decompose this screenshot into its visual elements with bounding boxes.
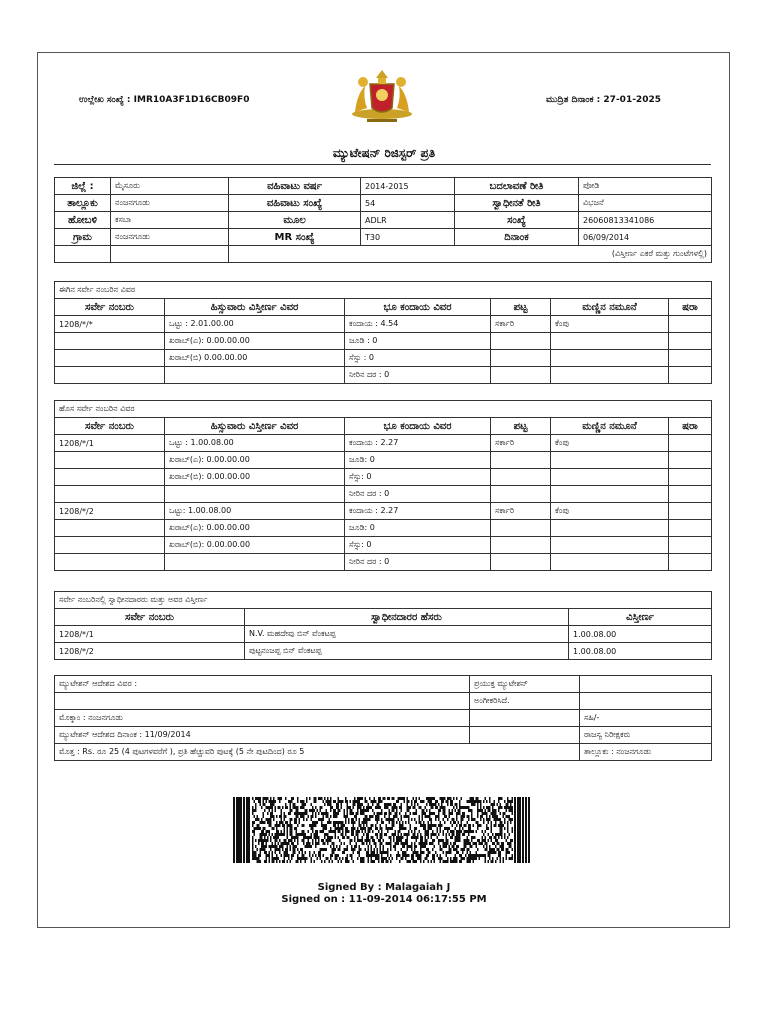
table-cell: 1208/*/* [55,316,165,333]
table-row [55,229,712,246]
column-header: ಸ್ವಾಧೀನದಾರರ ಹೆಸರು [245,609,569,626]
table-cell: ಕಂದಾಯ : 2.27 [345,503,491,520]
label-taluk: ತಾಲ್ಲೂಕು [55,195,111,212]
table-cell [55,367,165,384]
new-survey-caption: ಹೊಸ ಸರ್ವೇ ನಂಬರಿನ ವಿವರ [55,401,712,418]
table-cell: ನೀರಿನ ದರ : 0 [345,367,491,384]
column-header: ಷರಾ [669,418,712,435]
label-village: ಗ್ರಾಮ [55,229,111,246]
value-mr-number: T30 [361,229,455,246]
label-possession-type: ಸ್ವಾಧೀನತೆ ರೀತಿ [455,195,579,212]
owners-caption: ಸರ್ವೇ ನಂಬರಿನಲ್ಲಿ ಸ್ವಾಧೀನದಾರರು ಮತ್ತು ಅವರ ವಿಸ್ತೀರ್ಣ [55,592,712,609]
table-row [55,178,712,195]
table-cell [669,350,712,367]
table-cell [669,435,712,452]
table-cell [669,503,712,520]
table-cell [669,316,712,333]
table-cell [551,469,669,486]
table-cell [55,520,165,537]
mutation-order-table [54,675,712,761]
table-row [55,350,712,367]
value-hobli: ಕಸಬಾ [111,212,229,229]
table-cell [491,350,551,367]
table-row [55,676,712,693]
table-caption-row [55,401,712,418]
title-divider [54,164,711,165]
table-cell: ಖರಾಬ್(ಬಿ): 0.00.00.00 [165,469,345,486]
signature-text: ಸಹಿ/- [580,710,712,727]
table-header-row [55,299,712,316]
value-taluk: ನಂಜನಗೂಡು [111,195,229,212]
table-cell: ಸರ್ಕಾರಿ [491,435,551,452]
table-cell [669,452,712,469]
table-row [55,469,712,486]
table-cell [165,367,345,384]
table-cell [491,554,551,571]
table-row [55,643,712,660]
value-date: 06/09/2014 [579,229,712,246]
table-cell: ಕಂದಾಯ : 4.54 [345,316,491,333]
print-date: ಮುದ್ರಿತ ದಿನಾಂಕ : 27-01-2025 [545,95,661,105]
signed-by: Signed By : Malagaiah J [317,882,451,893]
table-cell [551,486,669,503]
certified-text-2: ಅಂಗೀಕರಿಸಿದೆ. [470,693,580,710]
value-transaction-number: 54 [361,195,455,212]
table-cell [669,554,712,571]
label-transaction-number: ವಹಿವಾಟು ಸಂಖ್ಯೆ [229,195,361,212]
table-cell: ಕಂದಾಯ : 2.27 [345,435,491,452]
label-district: ಜಿಲ್ಲೆ : [55,178,111,195]
pdf417-barcode-icon [233,797,531,863]
new-survey-table [54,400,712,571]
table-cell [55,469,165,486]
table-cell: ಸರ್ಕಾರಿ [491,503,551,520]
table-cell: ಖರಾಬ್(ಎ): 0.00.00.00 [165,520,345,537]
table-cell [491,537,551,554]
table-cell: ಖರಾಬ್(ಎ): 0.00.00.00 [165,333,345,350]
owners-body [55,626,712,660]
table-cell: ಜೂಡಿ: 0 [345,520,491,537]
table-cell: ಜೂಡಿ : 0 [345,333,491,350]
info-table [54,177,712,263]
table-cell [165,554,345,571]
table-cell [551,452,669,469]
table-cell [669,520,712,537]
column-header: ಭೂ ಕಂದಾಯ ವಿವರ [345,299,491,316]
table-cell [55,452,165,469]
value-transaction-year: 2014-2015 [361,178,455,195]
table-cell: 1208/*/1 [55,435,165,452]
area-unit-note: (ವಿಸ್ತೀರ್ಣ ಎಕರೆ ಮತ್ತು ಗುಂಟೆಗಳಲ್ಲಿ) [229,246,712,263]
table-cell: ನೀರಿನ ದರ : 0 [345,486,491,503]
table-cell [669,367,712,384]
table-cell: ಸೆಸ್ಸು: 0 [345,469,491,486]
column-header: ಸರ್ವೇ ನಂಬರು [55,299,165,316]
table-cell: ಒಟ್ಟು : 1.00.08.00 [165,435,345,452]
new-survey-body [55,435,712,571]
table-row [55,503,712,520]
table-row [55,195,712,212]
table-cell [491,520,551,537]
value-change-type: ಪೋಡಿ [579,178,712,195]
table-row [55,520,712,537]
table-cell: N.V. ಮಹದೇವು ಬಿನ್ ವೆಂಕಟಪ್ಪ [245,626,569,643]
table-cell [165,486,345,503]
table-header-row [55,609,712,626]
table-caption-row [55,592,712,609]
table-row [55,435,712,452]
table-row [55,486,712,503]
label-date: ದಿನಾಂಕ [455,229,579,246]
table-cell: ಸೆಸ್ಸು : 0 [345,350,491,367]
table-cell: 1.00.08.00 [569,626,712,643]
table-cell [551,333,669,350]
old-survey-body [55,316,712,384]
column-header: ಭೂ ಕಂದಾಯ ವಿವರ [345,418,491,435]
table-cell [491,486,551,503]
table-cell: 1208/*/2 [55,643,245,660]
table-cell [491,333,551,350]
table-cell [551,350,669,367]
table-cell: ಒಟ್ಟು : 2.01.00.00 [165,316,345,333]
value-village: ನಂಜನಗೂಡು [111,229,229,246]
table-caption-row [55,282,712,299]
camp-location: ಮೊಕ್ಕಾಂ : ನಂಜನಗೂಡು [55,710,470,727]
table-row [55,537,712,554]
table-row [55,316,712,333]
table-cell: ಜೂಡಿ: 0 [345,452,491,469]
table-cell: ಒಟ್ಟು: 1.00.08.00 [165,503,345,520]
table-row [55,246,712,263]
table-row [55,626,712,643]
table-row [55,744,712,761]
signed-on: Signed on : 11-09-2014 06:17:55 PM [281,894,487,905]
table-cell [551,520,669,537]
table-cell [55,486,165,503]
column-header: ಸರ್ವೇ ನಂಬರು [55,609,245,626]
column-header: ಹಿಸ್ಸುವಾರು ವಿಸ್ತೀರ್ಣ ವಿವರ [165,299,345,316]
table-cell [491,469,551,486]
table-cell [669,537,712,554]
owners-table [54,591,712,660]
column-header: ಪಟ್ಟ [491,418,551,435]
value-possession-type: ವಿಭಜನೆ [579,195,712,212]
state-emblem-icon [347,64,417,126]
table-cell: 1.00.08.00 [569,643,712,660]
label-change-type: ಬದಲಾವಣೆ ರೀತಿ [455,178,579,195]
table-row [55,710,712,727]
document-title: ಮ್ಯುಟೇಷನ್ ರಿಜಿಸ್ಟರ್ ಪ್ರತಿ [332,146,436,160]
table-cell [55,350,165,367]
table-cell: ಕೆಂಪು [551,316,669,333]
value-district: ಮೈಸೂರು [111,178,229,195]
label-mr-number: MR ಸಂಖ್ಯೆ [229,229,361,246]
column-header: ಸರ್ವೇ ನಂಬರು [55,418,165,435]
table-row [55,333,712,350]
table-row [55,693,712,710]
column-header: ಮಣ್ಣಿನ ನಮೂನೆ [551,299,669,316]
table-cell: 1208/*/2 [55,503,165,520]
taluk-note: ತಾಲ್ಲೂಕು : ನಂಜನಗೂಡು [580,744,712,761]
table-cell: ಖರಾಬ್(ಎ): 0.00.00.00 [165,452,345,469]
table-cell: 1208/*/1 [55,626,245,643]
label-number: ಸಂಖ್ಯೆ [455,212,579,229]
column-header: ಹಿಸ್ಸುವಾರು ವಿಸ್ತೀರ್ಣ ವಿವರ [165,418,345,435]
table-cell [669,486,712,503]
table-row [55,212,712,229]
value-number: 26060813341086 [579,212,712,229]
label-hobli: ಹೋಬಳಿ [55,212,111,229]
order-details-label: ಮ್ಯುಟೇಶನ್ ಆದೇಶದ ವಿವರ : [55,676,470,693]
column-header: ಮಣ್ಣಿನ ನಮೂನೆ [551,418,669,435]
old-survey-table [54,281,712,384]
table-cell [491,367,551,384]
table-cell: ನೀರಿನ ದರ : 0 [345,554,491,571]
column-header: ವಿಸ್ತೀರ್ಣ [569,609,712,626]
old-survey-caption: ಈಗಿನ ಸರ್ವೇ ನಂಬರಿನ ವಿವರ [55,282,712,299]
table-row [55,554,712,571]
certified-text-1: ಪ್ರಯುಕ್ತ ಮ್ಯುಟೇಶನ್ [470,676,580,693]
table-cell: ಖರಾಬ್(ಬಿ): 0.00.00.00 [165,537,345,554]
table-cell [55,537,165,554]
table-cell [669,333,712,350]
table-cell [55,333,165,350]
column-header: ಪಟ್ಟ [491,299,551,316]
column-header: ಷರಾ [669,299,712,316]
table-cell [551,537,669,554]
table-row [55,727,712,744]
table-cell [551,554,669,571]
label-source: ಮೂಲ [229,212,361,229]
table-cell: ಕೆಂಪು [551,503,669,520]
table-cell [55,554,165,571]
table-cell [669,469,712,486]
table-cell [491,452,551,469]
label-transaction-year: ವಹಿವಾಟು ವರ್ಷ [229,178,361,195]
table-cell: ಸರ್ಕಾರಿ [491,316,551,333]
table-header-row [55,418,712,435]
table-cell: ಖರಾಬ್(ಬಿ) 0.00.00.00 [165,350,345,367]
table-cell [551,367,669,384]
table-cell: ಸೆಸ್ಸು: 0 [345,537,491,554]
order-date: ಮ್ಯುಟೇಶನ್ ಆದೇಶದ ದಿನಾಂಕ : 11/09/2014 [55,727,470,744]
table-cell: ಪುಟ್ಟನಂಜಪ್ಪ ಬಿನ್ ವೆಂಕಟಪ್ಪ [245,643,569,660]
table-row [55,452,712,469]
table-row [55,367,712,384]
fee-details: ಮೊತ್ತ : Rs. ರೂ 25 (4 ಪುಟಗಳವರೆಗೆ ), ಪ್ರತಿ ಹೆಚ್ಚುವರಿ ಪುಟಕ್ಕೆ (5 ನೇ ಪುಟದಿಂದ) ರೂ 5 [55,744,580,761]
value-source: ADLR [361,212,455,229]
officer-designation: ರಾಜಸ್ವ ನಿರೀಕ್ಷಕರು [580,727,712,744]
table-cell: ಕೆಂಪು [551,435,669,452]
reference-number: ಉಲ್ಲೇಖ ಸಂಖ್ಯೆ : IMR10A3F1D16CB09F0 [79,95,250,105]
